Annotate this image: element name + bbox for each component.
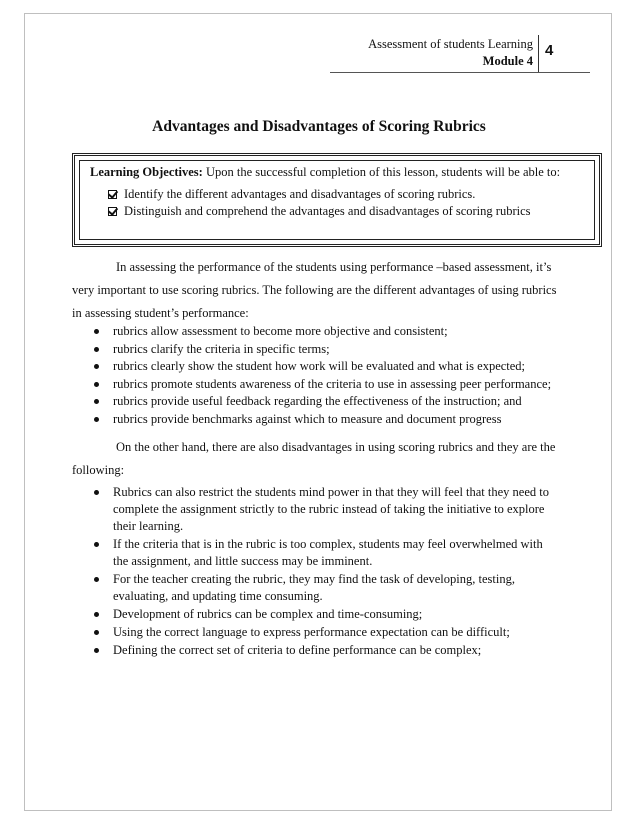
advantages-list: [72, 323, 572, 428]
objective-item: [108, 203, 531, 219]
objective-text: Identify the different advantages and disadvantages of scoring rubrics.: [124, 187, 476, 201]
list-item: [72, 376, 572, 394]
advantage-text: rubrics provide benchmarks against which to measure and document progress: [113, 411, 502, 426]
list-item: [72, 642, 552, 659]
bullet-icon: [94, 542, 99, 547]
transition-paragraph: [72, 436, 572, 482]
objective-item: [108, 186, 475, 202]
list-item: [72, 536, 552, 570]
header-separator: [538, 35, 539, 73]
bullet-icon: [94, 399, 99, 404]
advantage-text: rubrics promote students awareness of the criteria to use in assessing peer performance;: [113, 376, 552, 391]
page-number: 4: [545, 42, 554, 59]
disadvantage-text: If the criteria that is in the rubric is too complex, students may feel overwhelmed with the assignment, and little success may be imminent.: [113, 537, 543, 568]
disadvantage-text: Rubrics can also restrict the students mind power in that they will feel that they need to complete the assignment strictly to the rubric instead of taking the initiative to explore their learning.: [113, 485, 549, 533]
intro-line-3: in assessing student’s performance:: [72, 306, 249, 320]
bullet-icon: [94, 364, 99, 369]
bullet-icon: [94, 612, 99, 617]
bullet-icon: [94, 382, 99, 387]
list-item: [72, 341, 572, 359]
bullet-icon: [94, 577, 99, 582]
list-item: [72, 323, 572, 341]
bullet-icon: [94, 630, 99, 635]
disadvantages-list: [72, 484, 552, 660]
advantage-text: rubrics clearly show the student how work will be evaluated and what is expected;: [113, 359, 526, 373]
list-item: [72, 393, 572, 411]
transition-line-2: following:: [72, 463, 125, 477]
learning-objectives-box: [72, 153, 602, 247]
advantage-text: rubrics allow assessment to become more objective and consistent;: [113, 324, 448, 338]
page-header: [0, 0, 638, 80]
intro-line-1: In assessing the performance of the students using performance –based assessment, it’s: [116, 260, 552, 274]
intro-paragraph: [72, 256, 572, 325]
disadvantage-text: Defining the correct set of criteria to define performance can be complex;: [113, 643, 482, 657]
bullet-icon: [94, 648, 99, 653]
disadvantage-text: For the teacher creating the rubric, they may find the task of developing, testing, evaluating, and updating time consuming.: [113, 572, 515, 603]
transition-line-1: On the other hand, there are also disadvantages in using scoring rubrics and they are the: [116, 440, 556, 454]
header-rule: [330, 72, 590, 73]
objectives-heading: [90, 164, 560, 180]
list-item: [72, 606, 552, 623]
bullet-icon: [94, 347, 99, 352]
checked-box-icon: [108, 207, 117, 216]
objective-text: Distinguish and comprehend the advantages and disadvantages of scoring rubrics: [124, 204, 531, 218]
advantage-text: rubrics provide useful feedback regarding the effectiveness of the instruction; and: [113, 394, 522, 408]
list-item: [72, 571, 552, 605]
objectives-intro: Upon the successful completion of this lesson, students will be able to:: [202, 165, 561, 179]
checked-box-icon: [108, 190, 117, 199]
transition-line: [72, 436, 572, 459]
advantage-text: rubrics clarify the criteria in specific terms;: [113, 341, 330, 356]
disadvantage-text: Using the correct language to express performance expectation can be difficult;: [113, 625, 510, 639]
bullet-icon: [94, 329, 99, 334]
header-title: Assessment of students Learning: [368, 37, 533, 51]
objectives-label: Learning Objectives:: [90, 165, 203, 179]
list-item: [72, 624, 552, 641]
intro-line-2: very important to use scoring rubrics. The following are the different advantages of using rubrics: [72, 283, 557, 297]
list-item: [72, 484, 552, 535]
intro-line: [72, 256, 572, 279]
header-text: [368, 36, 533, 70]
page-title: Advantages and Disadvantages of Scoring Rubrics: [152, 118, 486, 135]
disadvantage-text: Development of rubrics can be complex and time-consuming;: [113, 607, 423, 621]
list-item: [72, 358, 572, 376]
header-module: Module 4: [482, 54, 533, 68]
bullet-icon: [94, 417, 99, 422]
list-item: [72, 411, 572, 429]
bullet-icon: [94, 490, 99, 495]
